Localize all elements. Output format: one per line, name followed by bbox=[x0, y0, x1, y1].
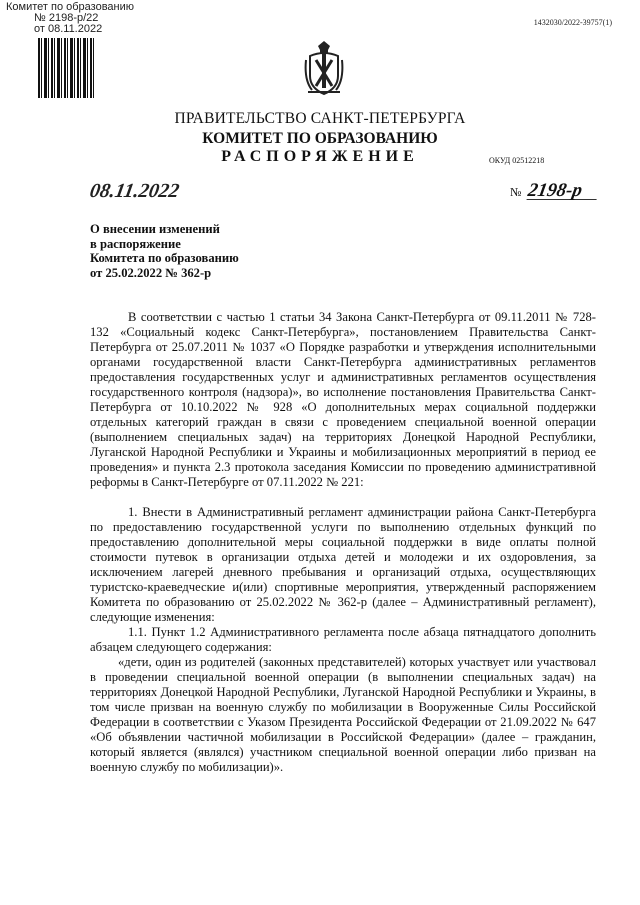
document-type-title: РАСПОРЯЖЕНИЕ bbox=[221, 148, 419, 165]
barcode bbox=[38, 38, 96, 98]
subject-block bbox=[90, 222, 390, 280]
government-title: ПРАВИТЕЛЬСТВО САНКТ-ПЕТЕРБУРГА bbox=[174, 110, 466, 127]
preamble-paragraph: В соответствии с частью 1 статьи 34 Закона Санкт-Петербурга от 09.11.2011 № 728-132 «Социальный кодекс Санкт-Петербурга», постановлением Правительства Санкт-Петербурга от 25.07.2011 № 1037 «О Порядке разработки и утверждения исполнительными органами государственной власти Санкт-Петербурга административных регламентов предоставления государственных услуг и административных регламентов осуществления государственного контроля (надзора)», во исполнение постановления Правительства Санкт-Петербурга от 10.10.2022 № 928 «О дополнительных мерах социальной поддержки отдельных категорий граждан в связи с проведением специальной военной операции (выполнением специальных задач) на территориях Донецкой Народной Республики, Луганской Народной Республики и Украины и мобилизационных мероприятий в период ее проведения» и пункта 2.3 протокола заседания Комиссии по проведению административной реформы в Санкт-Петербурге от 07.11.2022 № 221: bbox=[90, 310, 596, 489]
subject-line: О внесении изменений bbox=[90, 222, 220, 236]
number-sign: № bbox=[510, 185, 522, 199]
document-body bbox=[90, 310, 596, 775]
stamp-line-number: № 2198-р/22 bbox=[34, 12, 99, 24]
stamp-line-committee: Комитет по образованию bbox=[6, 1, 134, 13]
quoted-amendment-paragraph: «дети, один из родителей (законных представителей) которых участвует или участвовал в проведении специальной военной операции (в выполнении специальных задач) на территориях Донецкой Народной Республики, Луганской Народной Республики и Украины, в том числе призван на военную службу по мобилизации в Вооруженные Силы Российской Федерации в соответствии с Указом Президента Российской Федерации от 21.09.2022 № 647 «Об объявлении частичной мобилизации в Российской Федерации» (далее – гражданин, который является (являлся) участником специальной военной операции либо призван на военную службу по мобилизации)». bbox=[90, 655, 596, 774]
subject-line: Комитета по образованию bbox=[90, 251, 239, 265]
item-1-1-paragraph: 1.1. Пункт 1.2 Административного регламента после абзаца пятнадцатого дополнить абзацем следующего содержания: bbox=[90, 625, 596, 654]
stamp-line-date: от 08.11.2022 bbox=[34, 23, 103, 35]
handwritten-date: 08.11.2022 bbox=[88, 180, 181, 202]
item-1-paragraph: 1. Внести в Административный регламент администрации района Санкт-Петербурга по предоставлению государственной услуги по выполнению отдельных функций по предоставлению дополнительной меры социальной поддержки в виде оплаты полной стоимости путевок в организации отдыха детей и молодежи и их оздоровления, за исключением лагерей дневного пребывания и организаций отдыха, осуществляющих туристско-краеведческие и(или) спортивные мероприятия, утвержденный распоряжением Комитета по образованию от 25.02.2022 № 362-р (далее – Административный регламент), следующие изменения: bbox=[90, 505, 596, 624]
committee-title: КОМИТЕТ ПО ОБРАЗОВАНИЮ bbox=[202, 130, 438, 147]
subject-line: в распоряжение bbox=[90, 236, 181, 251]
coat-of-arms-emblem bbox=[304, 40, 344, 98]
document-number: 1432030/2022-39757(1) bbox=[533, 18, 612, 27]
order-number-line bbox=[510, 180, 598, 201]
handwritten-number: 2198-р bbox=[527, 183, 600, 200]
okud-code: ОКУД 02512218 bbox=[489, 156, 545, 165]
subject-line: от 25.02.2022 № 362-р bbox=[90, 265, 212, 280]
registration-stamp bbox=[6, 2, 134, 35]
